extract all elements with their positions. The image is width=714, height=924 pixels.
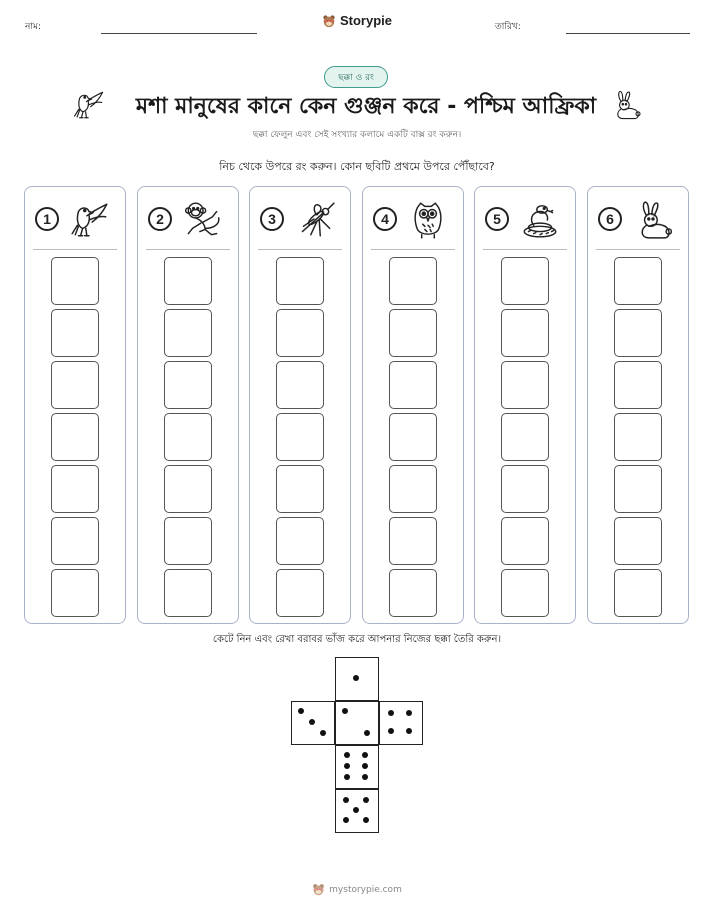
die-pip (344, 752, 350, 758)
column-header (250, 199, 350, 247)
die-pip (342, 708, 348, 714)
color-box[interactable] (276, 413, 324, 461)
rabbit-icon (632, 199, 674, 241)
color-box[interactable] (614, 465, 662, 513)
category-badge: ছক্কা ও রং (324, 66, 388, 88)
name-label: নাম: (25, 22, 42, 32)
die-pip (320, 730, 326, 736)
column-header (25, 199, 125, 247)
die-face-6 (335, 745, 379, 789)
column-number: 3 (260, 207, 284, 231)
die-pip (344, 763, 350, 769)
die-pip (353, 675, 359, 681)
instruction-text: নিচ থেকে উপরে রং করুন। কোন ছবিটি প্রথমে উপরে পৌঁছাবে? (219, 160, 495, 173)
color-box[interactable] (164, 361, 212, 409)
die-face-4 (379, 701, 423, 745)
die-pip (343, 817, 349, 823)
color-box[interactable] (164, 413, 212, 461)
color-box[interactable] (51, 465, 99, 513)
color-box[interactable] (614, 361, 662, 409)
color-box[interactable] (389, 569, 437, 617)
die-pip (406, 710, 412, 716)
color-box[interactable] (501, 257, 549, 305)
die-pip (363, 817, 369, 823)
color-box[interactable] (614, 517, 662, 565)
rules-text: ছক্কা ফেলুন এবং সেই সংখ্যার কলামে একটি বাক্স রং করুন। (252, 130, 462, 140)
die-pip (309, 719, 315, 725)
bear-mascot-icon (322, 14, 336, 28)
race-column-5 (474, 186, 576, 624)
race-column-4 (362, 186, 464, 624)
owl-icon (407, 199, 449, 241)
die-face-3 (291, 701, 335, 745)
color-box[interactable] (389, 517, 437, 565)
color-box[interactable] (614, 257, 662, 305)
column-number: 1 (35, 207, 59, 231)
color-box[interactable] (164, 309, 212, 357)
die-face-1 (335, 657, 379, 701)
die-pip (406, 728, 412, 734)
color-box[interactable] (51, 517, 99, 565)
die-pip (362, 774, 368, 780)
color-box[interactable] (389, 257, 437, 305)
color-box[interactable] (501, 413, 549, 461)
column-number: 5 (485, 207, 509, 231)
brand-logo (0, 13, 714, 28)
die-pip (388, 710, 394, 716)
mosquito-icon (294, 199, 336, 241)
column-divider (483, 249, 567, 250)
column-header (138, 199, 238, 247)
column-header (363, 199, 463, 247)
color-box[interactable] (389, 413, 437, 461)
color-box[interactable] (276, 569, 324, 617)
color-box[interactable] (614, 569, 662, 617)
column-divider (146, 249, 230, 250)
date-label: তারিখ: (495, 22, 521, 32)
die-pip (362, 763, 368, 769)
color-box[interactable] (614, 309, 662, 357)
bird-icon (69, 199, 111, 241)
footer-url[interactable]: mystorypie.com (329, 884, 402, 895)
color-box[interactable] (501, 309, 549, 357)
color-box[interactable] (276, 465, 324, 513)
column-number: 2 (148, 207, 172, 231)
color-box[interactable] (501, 569, 549, 617)
die-pip (388, 728, 394, 734)
snake-icon (519, 199, 561, 241)
race-column-3 (249, 186, 351, 624)
color-box[interactable] (276, 517, 324, 565)
die-pip (353, 807, 359, 813)
color-box[interactable] (51, 309, 99, 357)
color-box[interactable] (51, 257, 99, 305)
date-line[interactable] (566, 33, 690, 34)
die-face-2 (335, 701, 379, 745)
color-box[interactable] (501, 517, 549, 565)
bird-icon (72, 88, 106, 122)
die-pip (362, 752, 368, 758)
column-number: 6 (598, 207, 622, 231)
color-box[interactable] (276, 257, 324, 305)
rabbit-icon (610, 88, 642, 122)
column-divider (596, 249, 680, 250)
color-box[interactable] (164, 569, 212, 617)
page-title: মশা মানুষের কানে কেন গুঞ্জন করে - পশ্চিম আফ্রিকা (135, 94, 597, 119)
bear-mascot-icon (312, 883, 325, 896)
column-divider (258, 249, 342, 250)
color-box[interactable] (614, 413, 662, 461)
color-box[interactable] (389, 309, 437, 357)
column-header (588, 199, 688, 247)
color-box[interactable] (276, 361, 324, 409)
die-face-5 (335, 789, 379, 833)
name-line[interactable] (101, 33, 257, 34)
die-pip (343, 797, 349, 803)
color-box[interactable] (51, 413, 99, 461)
color-box[interactable] (501, 465, 549, 513)
race-column-6 (587, 186, 689, 624)
die-pip (363, 797, 369, 803)
column-divider (33, 249, 117, 250)
color-box[interactable] (164, 465, 212, 513)
color-box[interactable] (389, 361, 437, 409)
monkey-icon (182, 199, 224, 241)
race-column-1 (24, 186, 126, 624)
column-header (475, 199, 575, 247)
color-box[interactable] (389, 465, 437, 513)
cut-instruction: কেটে নিন এবং রেখা বরাবর ভাঁজ করে আপনার নিজের ছক্কা তৈরি করুন। (212, 634, 502, 645)
color-box[interactable] (276, 309, 324, 357)
color-box[interactable] (51, 569, 99, 617)
die-pip (298, 708, 304, 714)
die-pip (344, 774, 350, 780)
race-column-2 (137, 186, 239, 624)
footer (0, 883, 714, 896)
column-number: 4 (373, 207, 397, 231)
color-box[interactable] (164, 517, 212, 565)
color-box[interactable] (501, 361, 549, 409)
column-divider (371, 249, 455, 250)
brand-name: Storypie (339, 13, 392, 28)
die-pip (364, 730, 370, 736)
color-box[interactable] (164, 257, 212, 305)
color-box[interactable] (51, 361, 99, 409)
